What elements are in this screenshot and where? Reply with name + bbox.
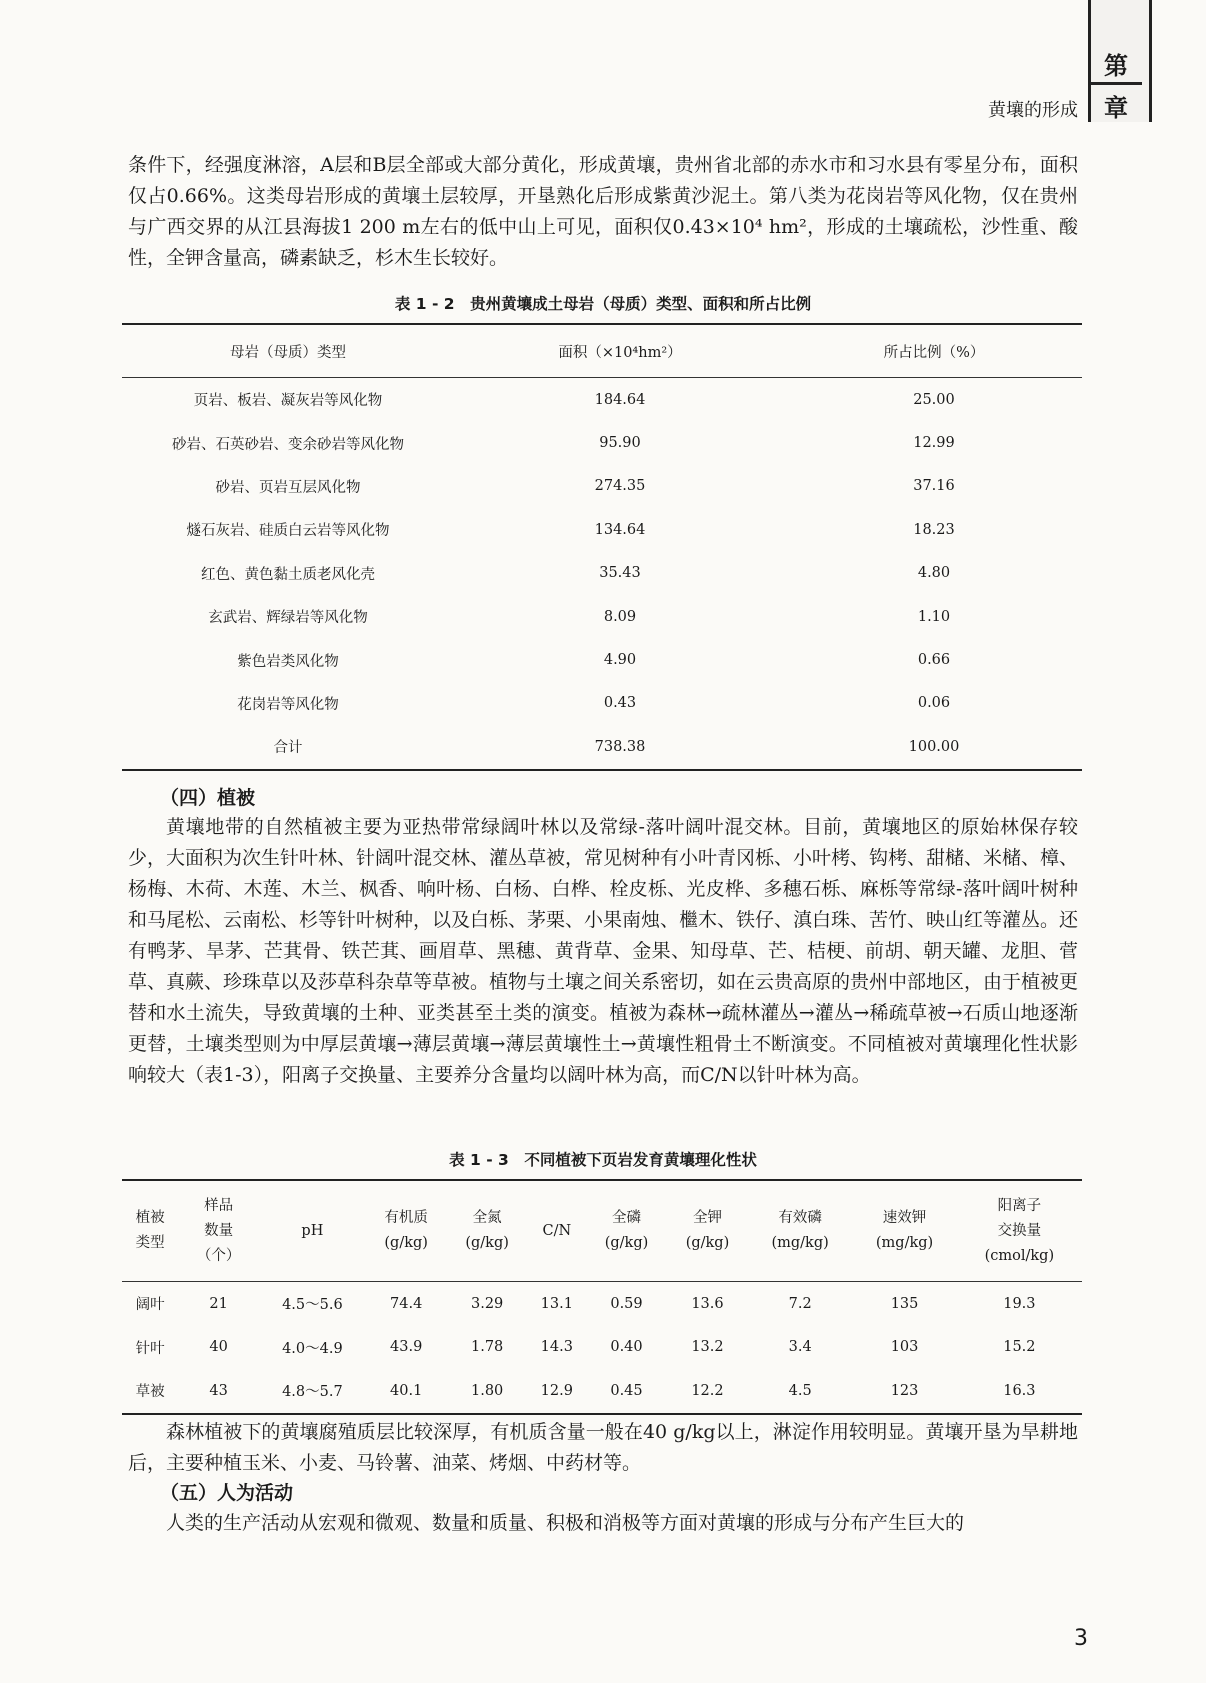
table-cell: 针叶 (135, 1340, 165, 1357)
after-table-paragraph: 森林植被下的黄壤腐殖质层比较深厚，有机质含量一般在40 g/kg以上，淋淀作用较明显。黄壤开垦为旱耕地后，主要种植玉米、小麦、马铃薯、油菜、烤烟、中药材等。 (128, 1421, 1078, 1474)
table-cell: 19.3 (1003, 1295, 1036, 1312)
table-cell: 25.00 (913, 391, 955, 408)
table-cell: 12.9 (540, 1382, 573, 1399)
table-cell: 16.3 (1003, 1382, 1036, 1399)
table-cell: 12.2 (691, 1382, 724, 1399)
table-header-row (122, 324, 1082, 378)
table-cell: 184.64 (594, 391, 646, 408)
table-cell: 40.1 (390, 1382, 423, 1399)
table-cell: 合计 (273, 740, 303, 757)
column-header: 植被 类型 (122, 1180, 178, 1282)
page-number: 3 (1074, 1626, 1088, 1651)
table-row (122, 552, 1082, 595)
table-row (122, 595, 1082, 638)
table-cell: 8.09 (603, 608, 637, 625)
table-cell: 100.00 (908, 738, 960, 755)
table-row (122, 1326, 1082, 1370)
table-cell: 4.5 (788, 1382, 812, 1399)
table-cell: 页岩、板岩、凝灰岩等风化物 (193, 393, 383, 410)
table-row (122, 421, 1082, 464)
column-header: 样品 数量 （个） (178, 1180, 259, 1282)
table-cell: 43 (209, 1382, 228, 1399)
table-cell: 紫色岩类风化物 (237, 653, 339, 670)
table-1-2 (122, 323, 1082, 771)
table-cell: 4.5～5.6 (282, 1297, 343, 1314)
table-cell: 274.35 (594, 478, 646, 495)
table-1-3 (122, 1179, 1082, 1415)
table-row (122, 682, 1082, 725)
column-header: 有效磷 (mg/kg) (748, 1180, 852, 1282)
table-cell: 3.4 (788, 1339, 812, 1356)
table-cell: 95.90 (599, 435, 641, 452)
table-cell: 0.06 (917, 695, 951, 712)
column-header: 速效钾 (mg/kg) (852, 1180, 956, 1282)
table-cell: 123 (890, 1382, 919, 1399)
table-cell: 0.59 (610, 1295, 643, 1312)
section-5-paragraph: 人类的生产活动从宏观和微观、数量和质量、积极和消极等方面对黄壤的形成与分布产生巨大的 (166, 1512, 965, 1534)
table-1-3-caption: 表 1 - 3 不同植被下页岩发育黄壤理化性状 (449, 1151, 757, 1169)
table-cell: 738.38 (594, 738, 646, 755)
table-cell: 103 (890, 1339, 919, 1356)
column-header: 阳离子 交换量 (cmol/kg) (957, 1180, 1082, 1282)
table-cell: 4.90 (603, 652, 637, 669)
section-5-heading: （五）人为活动 (160, 1482, 294, 1504)
table-cell: 砂岩、页岩互层风化物 (215, 479, 361, 496)
table-row (122, 1282, 1082, 1326)
table-cell: 35.43 (599, 565, 641, 582)
column-header: 所占比例（%） (786, 324, 1082, 378)
table-cell: 74.4 (390, 1295, 423, 1312)
running-title: 黄壤的形成 (988, 100, 1078, 121)
table-cell: 15.2 (1003, 1339, 1036, 1356)
table-cell: 43.9 (390, 1339, 423, 1356)
table-cell: 玄武岩、辉绿岩等风化物 (208, 610, 368, 627)
table-cell: 草被 (135, 1384, 165, 1401)
table-cell: 7.2 (788, 1295, 812, 1312)
table-cell: 1.78 (470, 1339, 504, 1356)
table-cell: 阔叶 (135, 1297, 165, 1314)
table-row (122, 1369, 1082, 1414)
table-cell: 13.1 (540, 1295, 573, 1312)
table-cell: 135 (890, 1295, 919, 1312)
column-header: C/N (528, 1180, 586, 1282)
table-cell: 1.10 (917, 608, 951, 625)
table-total-row (122, 725, 1082, 769)
table-cell: 134.64 (594, 521, 646, 538)
table-cell: 4.0～4.9 (282, 1340, 343, 1357)
table-cell: 3.29 (470, 1295, 504, 1312)
table-1-2-caption: 表 1 - 2 贵州黄壤成土母岩（母质）类型、面积和所占比例 (394, 295, 812, 313)
table-cell: 0.40 (610, 1339, 643, 1356)
table-cell: 0.45 (610, 1382, 643, 1399)
table-cell: 4.8～5.7 (282, 1384, 343, 1401)
table-cell: 0.66 (917, 652, 951, 669)
table-cell: 4.80 (917, 565, 951, 582)
table-row (122, 465, 1082, 508)
column-header: 有机质 (g/kg) (366, 1180, 447, 1282)
chapter-label-first: 第 (1104, 52, 1128, 80)
table-row (122, 378, 1082, 422)
table-cell: 40 (209, 1339, 228, 1356)
table-cell: 12.99 (913, 435, 955, 452)
table-row (122, 508, 1082, 551)
top-paragraph: 条件下，经强度淋溶，A层和B层全部或大部分黄化，形成黄壤，贵州省北部的赤水市和习水县有零星分布，面积仅占0.66%。这类母岩形成的黄壤土层较厚，开垦熟化后形成紫黄沙泥土。第八类为花岗岩等风化物，仅在贵州与广西交界的从江县海拔1 200 m左右的低中山上可见，面积仅0.43×10⁴ hm²，形成的土壤疏松，沙性重、酸性，全钾含量高，磷素缺乏，杉木生长较好。 (128, 154, 1078, 269)
column-header: 全钾 (g/kg) (667, 1180, 748, 1282)
table-cell: 砂岩、石英砂岩、变余砂岩等风化物 (172, 436, 404, 453)
chapter-label-last: 章 (1104, 94, 1128, 122)
table-cell: 花岗岩等风化物 (237, 696, 339, 713)
table-cell: 红色、黄色黏土质老风化壳 (201, 566, 375, 583)
table-cell: 13.2 (691, 1339, 724, 1356)
table-row (122, 638, 1082, 681)
table-cell: 0.43 (603, 695, 637, 712)
table-cell: 21 (209, 1295, 228, 1312)
table-header-row (122, 1180, 1082, 1282)
table-cell: 1.80 (470, 1382, 504, 1399)
section-4-paragraph: 黄壤地带的自然植被主要为亚热带常绿阔叶林以及常绿-落叶阔叶混交林。目前，黄壤地区的原始林保存较少，大面积为次生针叶林、针阔叶混交林、灌丛草被，常见树种有小叶青冈栎、小叶栲、钩栲、甜槠、米槠、樟、杨梅、木荷、木莲、木兰、枫香、响叶杨、白杨、白桦、栓皮栎、光皮桦、多穗石栎、麻栎等常绿-落叶阔叶树种和马尾松、云南松、杉等针叶树种，以及白栎、茅栗、小果南烛、檵木、铁仔、滇白珠、苦竹、映山红等灌丛。还有鸭茅、旱茅、芒萁骨、铁芒萁、画眉草、黑穗、黄背草、金果、知母草、芒、桔梗、前胡、朝天罐、龙胆、菅草、真蕨、珍珠草以及莎草科杂草等草被。植物与土壤之间关系密切，如在云贵高原的贵州中部地区，由于植被更替和水土流失，导致黄壤的土种、亚类甚至土类的演变。植被为森林→疏林灌丛→灌丛→稀疏草被→石质山地逐渐更替，土壤类型则为中厚层黄壤→薄层黄壤→薄层黄壤性土→黄壤性粗骨土不断演变。不同植被对黄壤理化性状影响较大（表1-3），阳离子交换量、主要养分含量均以阔叶林为高，而C/N以针叶林为高。 (128, 816, 1079, 1086)
column-header: 面积（×10⁴hm²） (454, 324, 786, 378)
column-header: pH (259, 1180, 366, 1282)
table-cell: 燧石灰岩、硅质白云岩等风化物 (186, 523, 390, 540)
table-cell: 18.23 (913, 521, 955, 538)
section-4-heading: （四）植被 (160, 787, 256, 809)
column-header: 全磷 (g/kg) (586, 1180, 667, 1282)
table-cell: 13.6 (691, 1295, 724, 1312)
column-header: 母岩（母质）类型 (122, 324, 454, 378)
chapter-tab-divider (1090, 82, 1142, 85)
table-cell: 37.16 (913, 478, 955, 495)
column-header: 全氮 (g/kg) (447, 1180, 528, 1282)
table-cell: 14.3 (540, 1339, 573, 1356)
